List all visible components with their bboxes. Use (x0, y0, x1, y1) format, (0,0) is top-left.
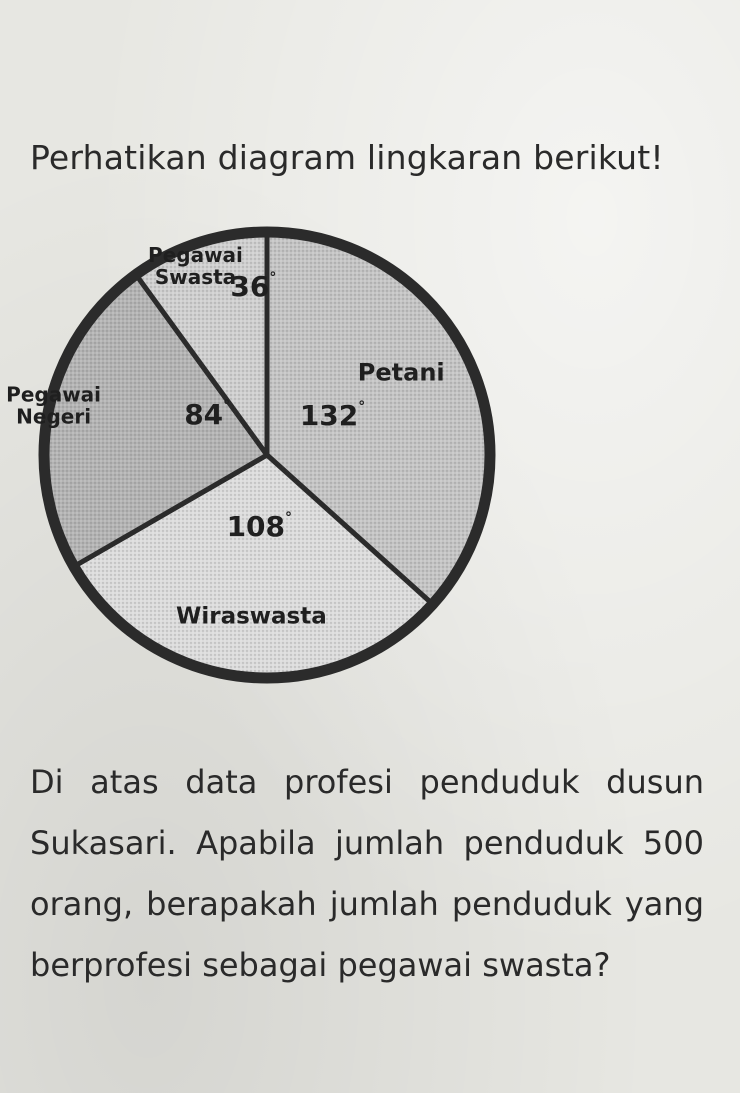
slice-label-pegawai-negeri: Pegawai Negeri (6, 382, 102, 429)
slice-angle-pegawai-negeri: 84° (184, 398, 231, 432)
pie-chart-svg (6, 222, 500, 688)
slice-angle-wiraswasta: 108° (226, 510, 293, 544)
pie-chart (6, 222, 500, 688)
problem-intro: Perhatikan diagram lingkaran berikut! (30, 138, 664, 177)
slice-angle-petani: 132° (299, 398, 366, 432)
slice-angle-pegawai-swasta: 36° (230, 270, 277, 304)
slice-label-petani: Petani (357, 358, 445, 387)
slice-label-pegawai-swasta: Pegawai Swasta (148, 243, 243, 290)
problem-question: Di atas data profesi penduduk dusun Sukasari. Apabila jumlah penduduk 500 orang, berapakah jumlah penduduk yang berprofesi sebagai pegawai swasta? (30, 763, 704, 984)
slice-label-wiraswasta: Wiraswasta (175, 603, 327, 630)
